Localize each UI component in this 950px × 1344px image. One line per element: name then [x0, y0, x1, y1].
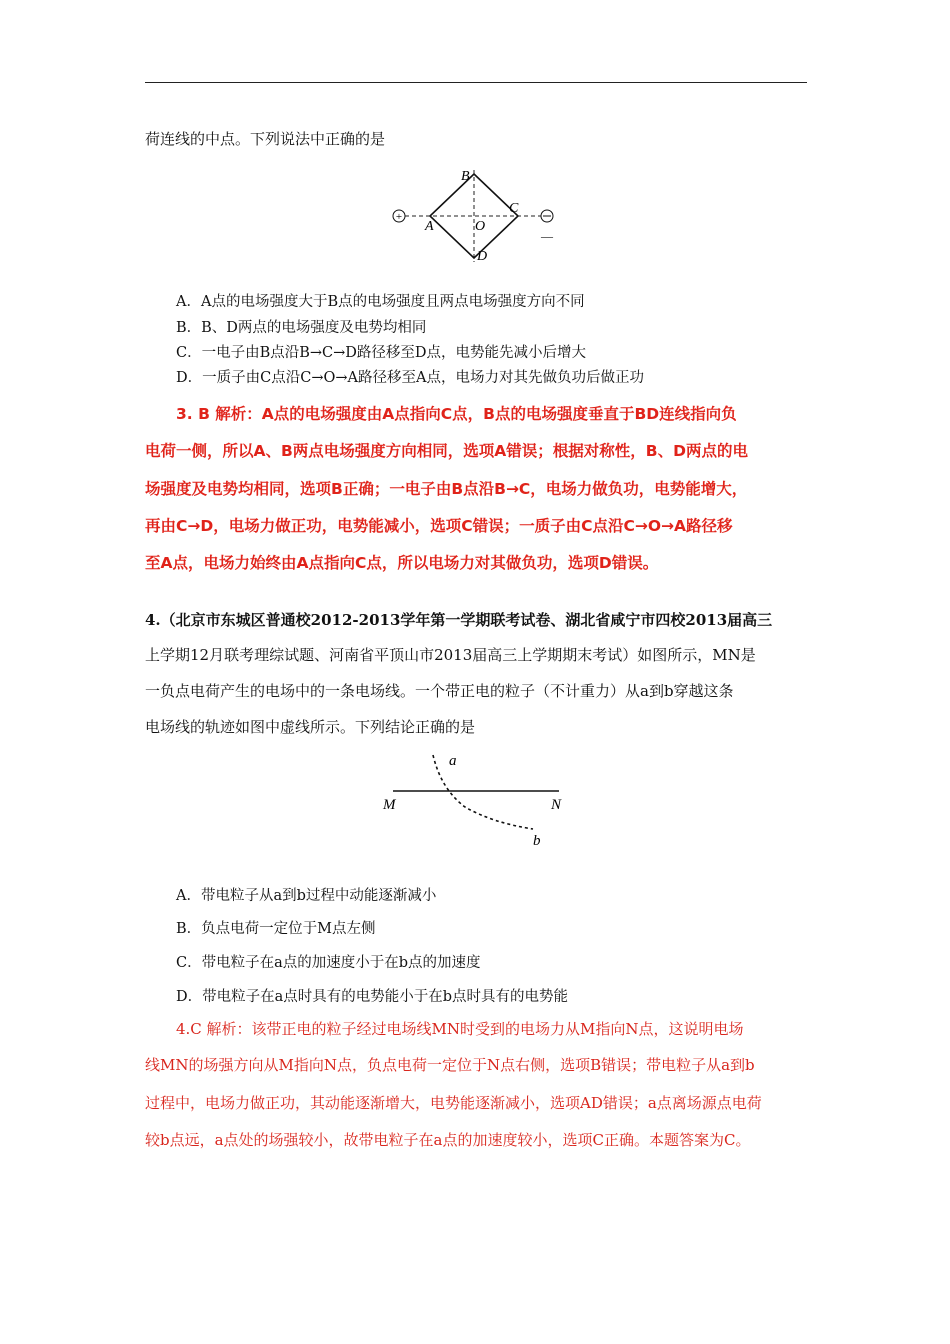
- q3-answer-line-3: 场强度及电势均相同，选项B正确；一电子由B点沿B→C，电场力做负功，电势能增大，: [145, 480, 748, 498]
- q3-answer-line-1: 3. B 解析：A点的电场强度由A点指向C点，B点的电场强度垂直于BD连线指向负: [176, 405, 737, 423]
- label-b: b: [533, 833, 541, 849]
- q3-option-b: B．B、D两点的电场强度及电势均相同: [176, 320, 427, 336]
- q4-answer-line-2: 线MN的场强方向从M指向N点，负点电荷一定位于N点右侧，选项B错误；带电粒子从a到b: [145, 1056, 755, 1074]
- minus-label: —: [541, 229, 553, 243]
- q3-answer-line-5: 至A点，电场力始终由A点指向C点，所以电场力对其做负功，选项D错误。: [145, 554, 659, 572]
- q3-stem-tail: 荷连线的中点。下列说法中正确的是: [145, 130, 386, 148]
- label-B: B: [461, 169, 470, 184]
- q4-stem-line-3: 一负点电荷产生的电场中的一条电场线。一个带正电的粒子（不计重力）从a到b穿越这条: [145, 682, 734, 700]
- q3-option-d: D．一质子由C点沿C→O→A路径移至A点，电场力对其先做负功后做正功: [176, 370, 644, 386]
- header-rule: [145, 82, 807, 83]
- label-A: A: [425, 219, 434, 234]
- q3-option-a: A．A点的电场强度大于B点的电场强度且两点电场强度方向不同: [176, 294, 585, 310]
- q4-option-a: A．带电粒子从a到b过程中动能逐渐减小: [176, 888, 437, 904]
- label-D: D: [477, 249, 488, 264]
- label-a: a: [449, 753, 457, 769]
- q4-answer-line-4: 较b点远，a点处的场强较小，故带电粒子在a点的加速度较小，选项C正确。本题答案为C。: [145, 1131, 751, 1149]
- q3-figure: [385, 160, 565, 270]
- q4-answer-line-1: 4.C 解析：该带正电的粒子经过电场线MN时受到的电场力从M指向N点，这说明电场: [176, 1020, 744, 1038]
- q3-answer-line-2: 电荷一侧，所以A、B两点电场强度方向相同，选项A错误；根据对称性，B、D两点的电: [145, 442, 748, 460]
- label-M: M: [383, 797, 396, 813]
- q4-answer-line-3: 过程中，电场力做正功，其动能逐渐增大，电势能逐渐减小，选项AD错误；a点离场源点电荷: [145, 1094, 762, 1112]
- q4-figure: [375, 745, 575, 855]
- q3-option-c: C．一电子由B点沿B→C→D路径移至D点，电势能先减小后增大: [176, 345, 587, 361]
- label-C: C: [509, 201, 519, 216]
- q4-stem-line-4: 电场线的轨迹如图中虚线所示。下列结论正确的是: [145, 718, 476, 736]
- label-O: O: [475, 219, 486, 234]
- plus-label: +: [395, 211, 403, 223]
- q4-option-d: D．带电粒子在a点时具有的电势能小于在b点时具有的电势能: [176, 989, 569, 1005]
- q4-stem-line-1: 4.（北京市东城区普通校2012-2013学年第一学期联考试卷、湖北省咸宁市四校2013届高三: [145, 611, 773, 629]
- label-N: N: [551, 797, 562, 813]
- q4-option-b: B．负点电荷一定位于M点左侧: [176, 921, 376, 937]
- q3-answer-line-4: 再由C→D，电场力做正功，电势能减小，选项C错误；一质子由C点沿C→O→A路径移: [145, 517, 733, 535]
- q4-stem-line-2: 上学期12月联考理综试题、河南省平顶山市2013届高三上学期期末考试）如图所示，MN是: [145, 646, 756, 664]
- q4-option-c: C．带电粒子在a点的加速度小于在b点的加速度: [176, 955, 481, 971]
